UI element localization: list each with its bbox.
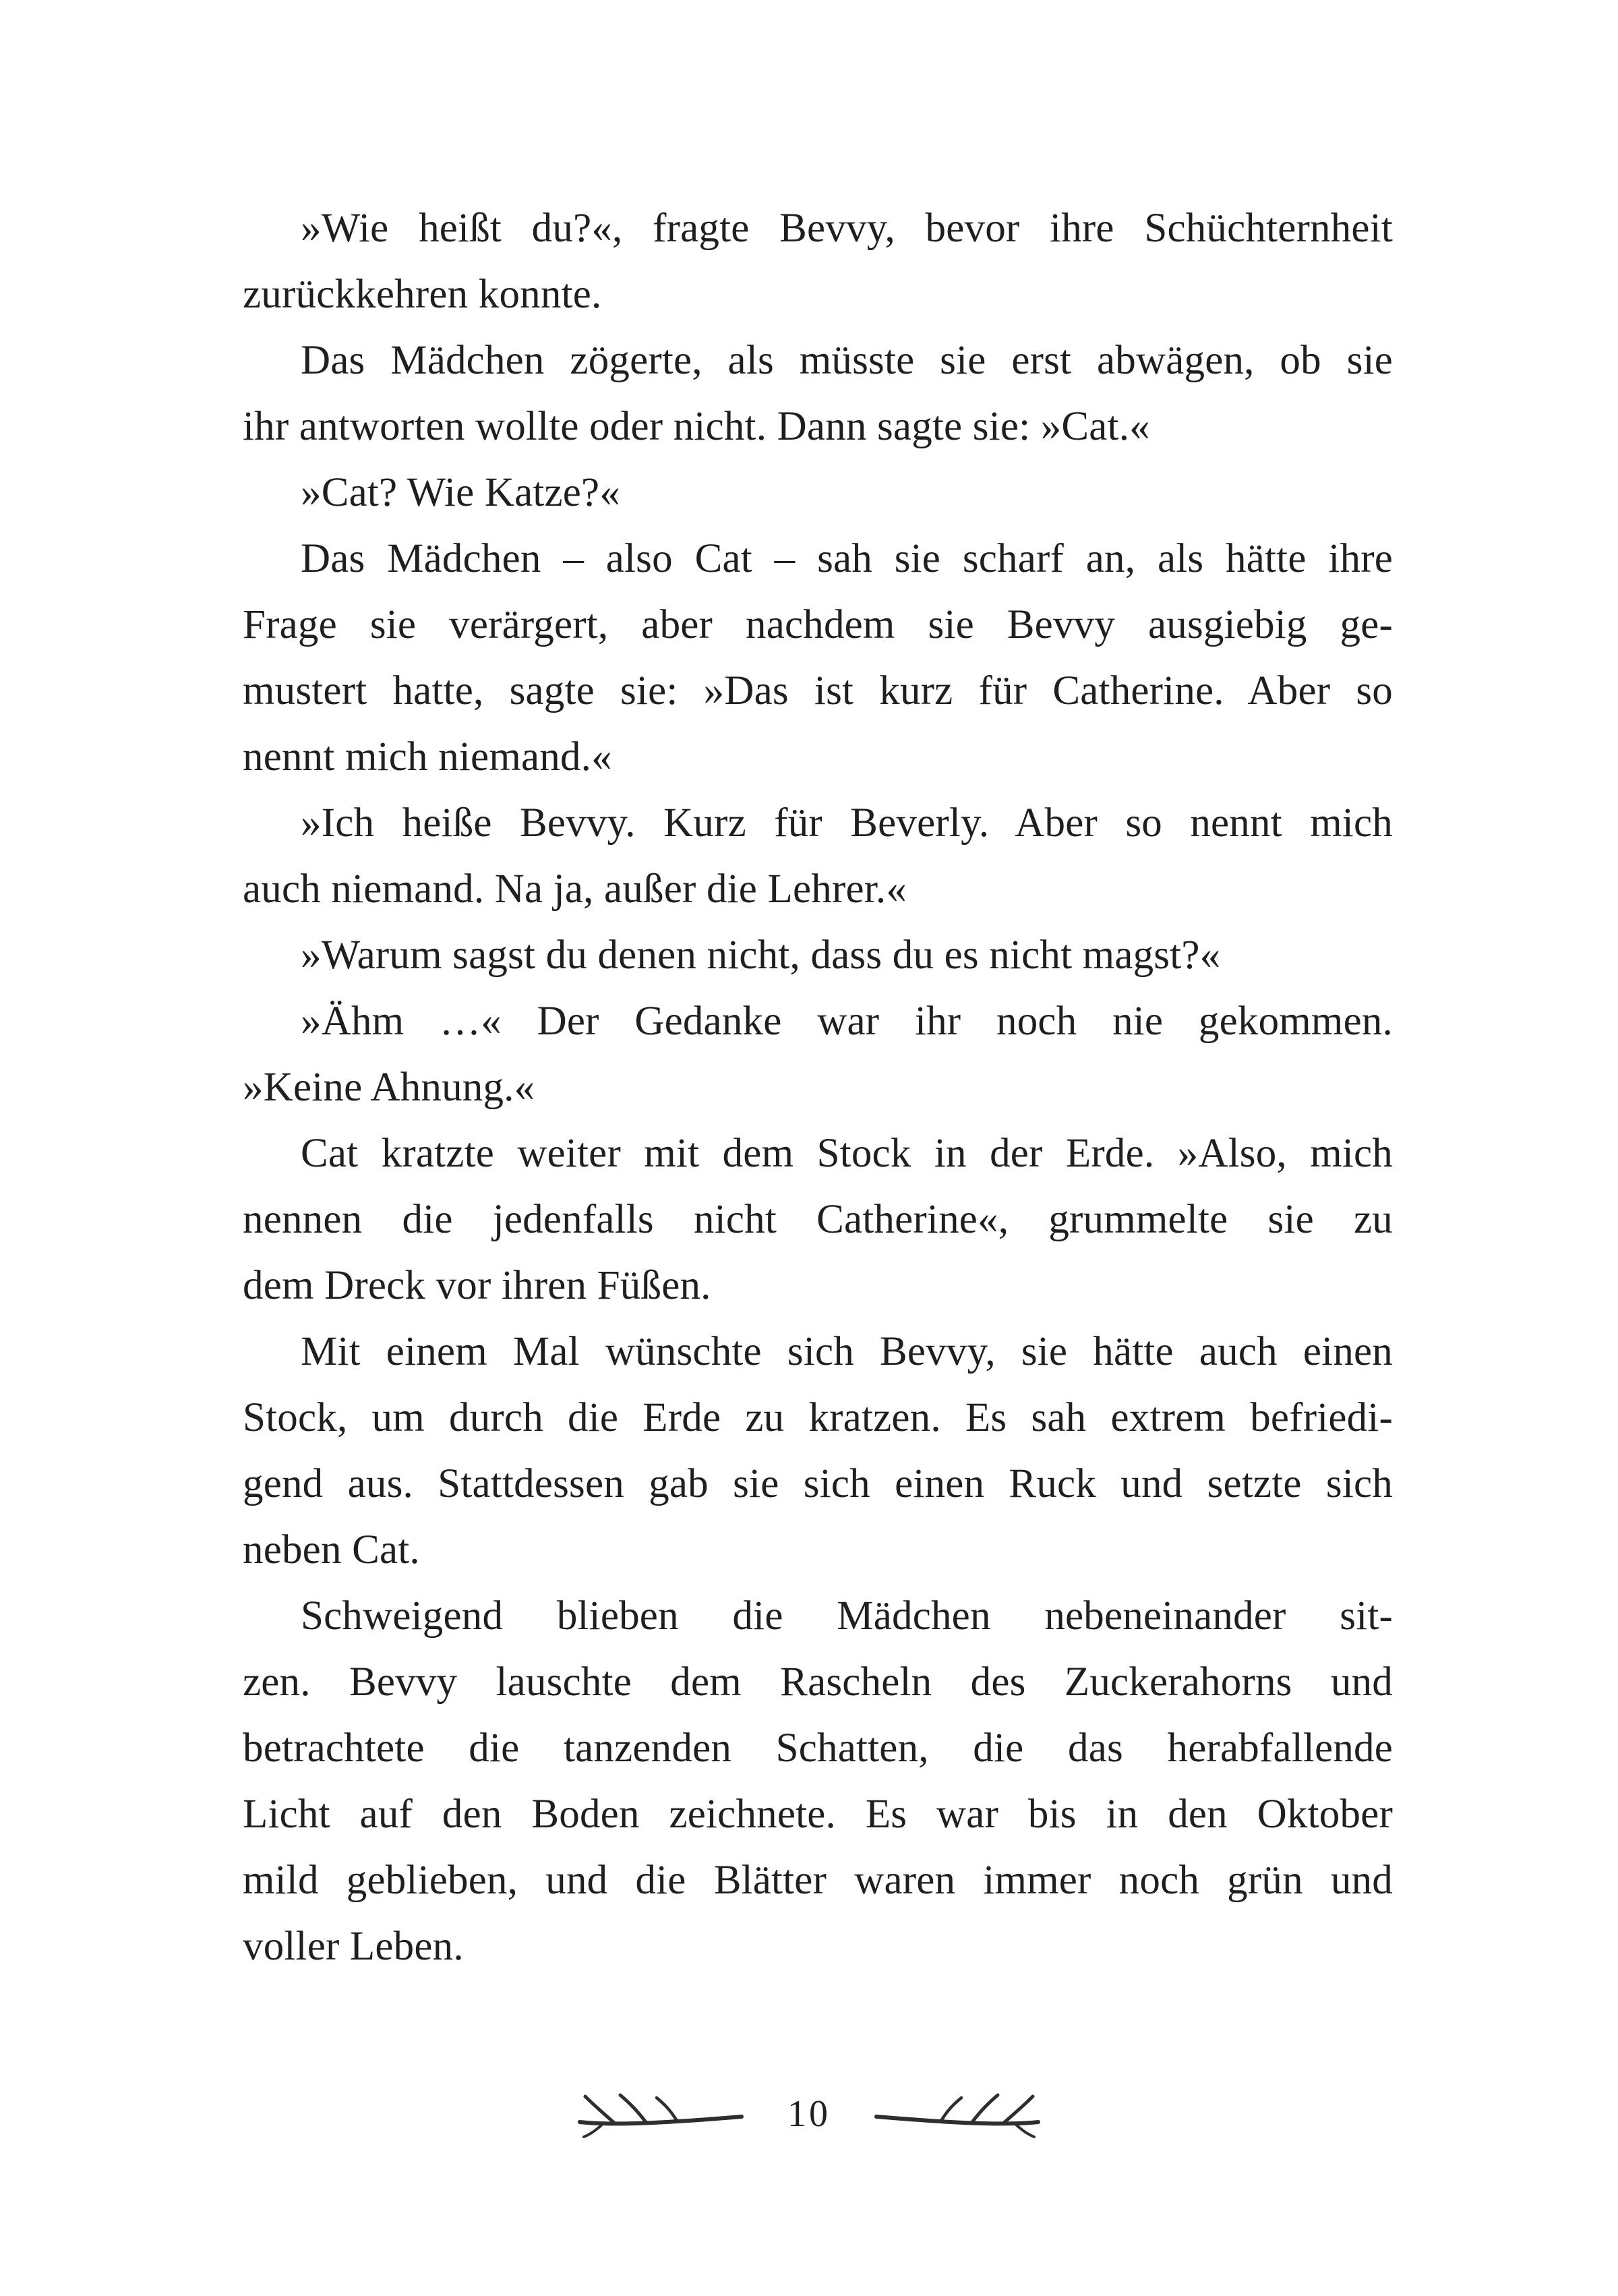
text-line: gend aus. Stattdessen gab sie sich einen Ruck und setzte sich bbox=[243, 1461, 1393, 1506]
text-line: Frage sie verärgert, aber nachdem sie Bevvy ausgiebig ge- bbox=[243, 602, 1393, 647]
text-line: mild geblieben, und die Blätter waren immer noch grün und bbox=[243, 1858, 1393, 1903]
text-line: Schweigend blieben die Mädchen nebeneinander sit- bbox=[301, 1593, 1393, 1639]
paragraph bbox=[243, 526, 1393, 790]
paragraph bbox=[243, 790, 1393, 922]
paragraph bbox=[243, 196, 1393, 328]
text-line: Das Mädchen zögerte, als müsste sie erst abwägen, ob sie bbox=[301, 338, 1393, 383]
twig-branch-icon bbox=[874, 2087, 1042, 2141]
twig-branch-icon bbox=[576, 2087, 744, 2141]
paragraph bbox=[243, 989, 1393, 1121]
text-line: »Wie heißt du?«, fragte Bevvy, bevor ihre Schüchternheit bbox=[301, 206, 1393, 251]
text-line: auch niemand. Na ja, außer die Lehrer.« bbox=[243, 866, 907, 912]
page-footer bbox=[0, 2087, 1618, 2141]
text-line: »Ähm …« Der Gedanke war ihr noch nie gekommen. bbox=[301, 999, 1393, 1044]
text-line: neben Cat. bbox=[243, 1527, 420, 1572]
paragraph bbox=[243, 1121, 1393, 1319]
paragraph bbox=[243, 1319, 1393, 1583]
paragraph bbox=[243, 328, 1393, 460]
paragraph bbox=[243, 922, 1393, 989]
book-page-text bbox=[243, 196, 1393, 1980]
text-line: Das Mädchen – also Cat – sah sie scharf an, als hätte ihre bbox=[301, 536, 1393, 581]
text-line: »Keine Ahnung.« bbox=[243, 1065, 535, 1110]
text-line: mustert hatte, sagte sie: »Das ist kurz für Catherine. Aber so bbox=[243, 668, 1393, 713]
page-number: 10 bbox=[787, 2093, 831, 2135]
text-line: Licht auf den Boden zeichnete. Es war bis in den Oktober bbox=[243, 1792, 1393, 1837]
text-line: »Cat? Wie Katze?« bbox=[301, 470, 621, 515]
paragraph bbox=[243, 1583, 1393, 1980]
text-line: betrachtete die tanzenden Schatten, die das herabfallende bbox=[243, 1726, 1393, 1771]
text-line: »Warum sagst du denen nicht, dass du es nicht magst?« bbox=[301, 933, 1221, 978]
text-line: Cat kratzte weiter mit dem Stock in der Erde. »Also, mich bbox=[301, 1131, 1393, 1176]
text-line: ihr antworten wollte oder nicht. Dann sagte sie: »Cat.« bbox=[243, 404, 1150, 449]
text-line: dem Dreck vor ihren Füßen. bbox=[243, 1263, 711, 1308]
text-line: Mit einem Mal wünschte sich Bevvy, sie hätte auch einen bbox=[301, 1329, 1393, 1374]
text-line: »Ich heiße Bevvy. Kurz für Beverly. Aber so nennt mich bbox=[301, 800, 1393, 846]
text-line: zurückkehren konnte. bbox=[243, 272, 602, 317]
text-line: zen. Bevvy lauschte dem Rascheln des Zuckerahorns und bbox=[243, 1659, 1393, 1705]
text-line: Stock, um durch die Erde zu kratzen. Es sah extrem befriedi- bbox=[243, 1395, 1393, 1440]
text-line: nennen die jedenfalls nicht Catherine«, grummelte sie zu bbox=[243, 1197, 1393, 1242]
text-line: voller Leben. bbox=[243, 1924, 464, 1969]
text-line: nennt mich niemand.« bbox=[243, 734, 612, 779]
paragraph bbox=[243, 460, 1393, 526]
